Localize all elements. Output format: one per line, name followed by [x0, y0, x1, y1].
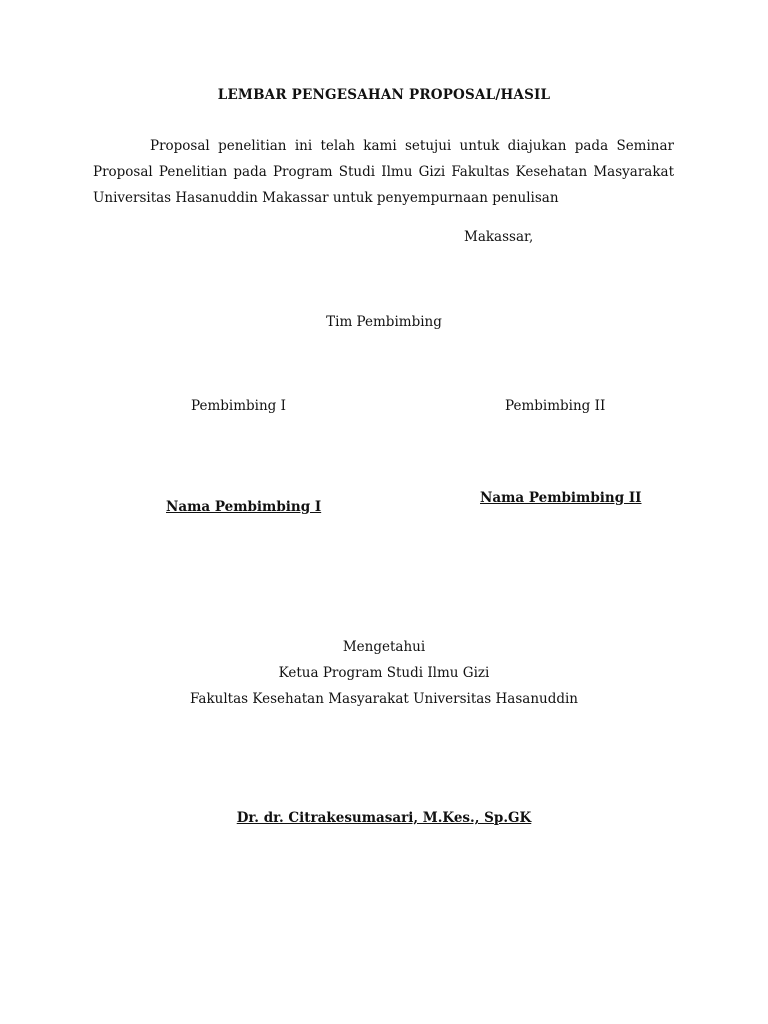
supervisor-2-name: Nama Pembimbing II: [480, 490, 642, 506]
supervisor-1-label: Pembimbing I: [191, 398, 286, 414]
supervisor-2-label: Pembimbing II: [505, 398, 606, 414]
program-head-position: Ketua Program Studi Ilmu Gizi: [278, 665, 490, 681]
approval-statement: Proposal penelitian ini telah kami setujui untuk diajukan pada Seminar Proposal Penelitian pada Program Studi Ilmu Gizi Fakultas Kesehatan Masyarakat Universitas Hasanuddin Makassar untuk penyempurnaan penulisan: [93, 138, 674, 206]
approval-block: [0, 634, 768, 712]
program-head-name: Dr. dr. Citrakesumasari, M.Kes., Sp.GK: [236, 810, 532, 826]
known-by-label: Mengetahui: [342, 639, 426, 655]
supervisor-team-label: Tim Pembimbing: [326, 314, 442, 330]
supervisor-1-name: Nama Pembimbing I: [166, 499, 322, 515]
city-date-line: Makassar,: [464, 229, 534, 245]
document-title: LEMBAR PENGESAHAN PROPOSAL/HASIL: [217, 87, 551, 103]
faculty-name: Fakultas Kesehatan Masyarakat Universitas Hasanuddin: [189, 691, 579, 707]
